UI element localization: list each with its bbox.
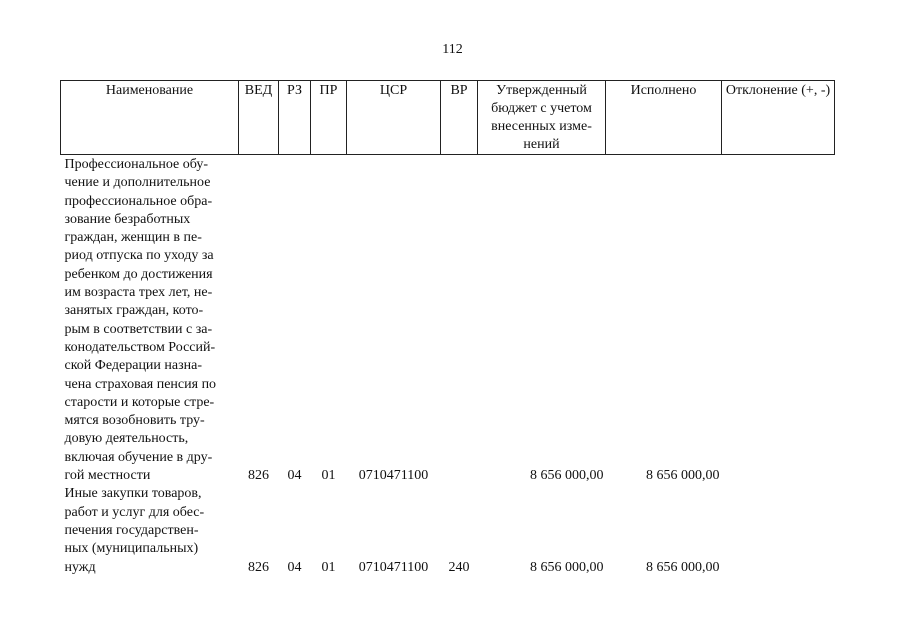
name-line: Иные закупки товаров, [64,486,202,502]
header-pr: ПР [311,81,347,155]
header-deviation: Отклонение (+, -) [722,81,835,155]
cell-pr: 01 [321,559,336,575]
header-csr: ЦСР [347,81,441,155]
table-header [61,81,835,155]
name-line: печения государствен- [64,522,199,538]
header-name: Наименование [61,81,239,155]
name-line: профессиональное обра- [64,193,213,209]
cell-approved: 8 656 000,00 [530,559,604,575]
header-approved-budget: Утвержденный бюджет с учетом внесенных изме-нений [478,81,606,155]
cell-executed: 8 656 000,00 [646,559,720,575]
cell-ved: 826 [248,559,269,575]
row-name [61,485,239,576]
name-line: граждан, женщин в пе- [64,230,202,246]
budget-execution-table [60,80,835,577]
row-name [61,155,239,486]
name-line: гой местности [64,468,151,484]
name-line: конодательством Россий- [64,339,216,355]
name-line: рым в соответствии с за- [64,321,213,337]
name-line: включая обучение в дру- [64,449,213,465]
name-line: мятся возобновить тру- [64,413,205,429]
cell-deviation [722,485,835,576]
page-number: 112 [442,42,463,57]
name-line: риод отпуска по уходу за [64,248,214,264]
cell-deviation [722,155,835,486]
name-line: работ и услуг для обес- [64,504,205,520]
name-line: зование безработных [64,211,191,227]
header-vr: ВР [441,81,478,155]
name-line: нужд [64,559,96,575]
cell-csr: 0710471100 [358,559,429,575]
cell-vr: 240 [448,559,470,575]
name-line: ребенком до достижения [64,266,213,282]
name-line: им возраста трех лет, не- [64,285,213,301]
header-rz: РЗ [279,81,311,155]
name-line: довую деятельность, [64,431,189,447]
name-line: Профессиональное обу- [64,157,208,172]
table-row [61,485,835,576]
name-line: ской Федерации назна- [64,358,203,374]
cell-pr: 01 [321,468,336,484]
cell-rz: 04 [287,559,302,575]
name-line: чение и дополнительное [64,175,211,191]
cell-rz: 04 [287,468,302,484]
header-ved: ВЕД [239,81,279,155]
name-line: ных (муниципальных) [64,541,199,557]
cell-approved: 8 656 000,00 [530,468,604,484]
name-line: чена страховая пенсия по [64,376,217,392]
header-executed: Исполнено [606,81,722,155]
name-line: старости и которые стре- [64,394,215,410]
cell-executed: 8 656 000,00 [646,468,720,484]
cell-ved: 826 [248,468,269,484]
cell-csr: 0710471100 [358,468,429,484]
name-line: занятых граждан, кото- [64,303,204,319]
table-row [61,155,835,486]
cell-vr [441,155,478,486]
